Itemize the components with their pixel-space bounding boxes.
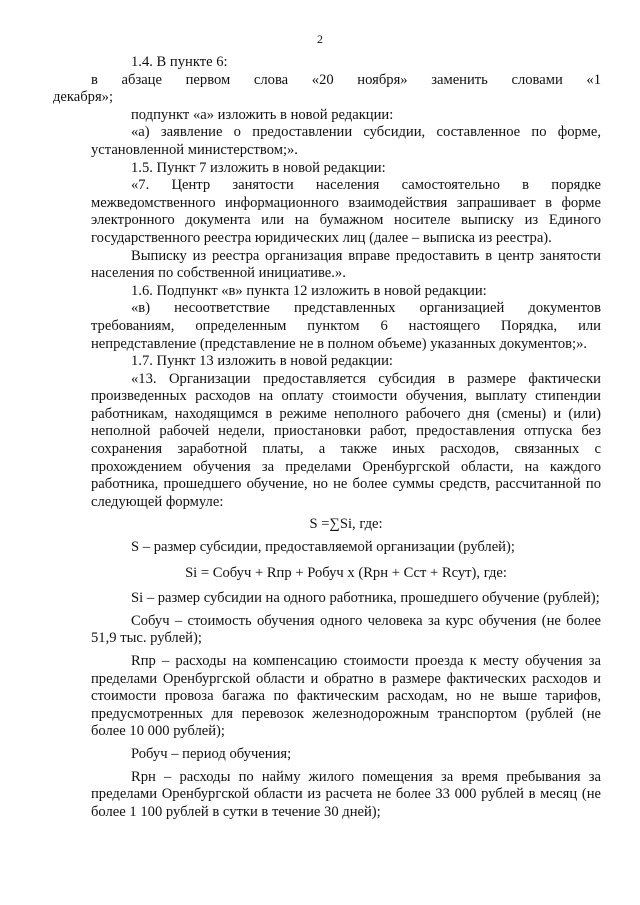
paragraph-application: «а) заявление о предоставлении субсидии, составленное по форме, установленной министерством;». [91,124,601,158]
paragraph-1-5: 1.5. Пункт 7 изложить в новой редакции: [131,159,386,176]
paragraph-sobuch-definition: Собуч – стоимость обучения одного человека за курс обучения (не более 51,9 тыс. рублей); [91,612,601,647]
formula-s: S =∑Si, где: [309,516,383,533]
paragraph-subpoint-v: «в) несоответствие представленных организацией документов требованиям, определенным пунктом 6 настоящего Порядка, или непредставление (представление не в полном объеме) указанных документов;». [91,300,601,352]
paragraph-1-4: 1.4. В пункте 6: [131,54,228,70]
paragraph-s-definition: S – размер субсидии, предоставляемой организации (рублей); [131,539,515,556]
paragraph-1-6: 1.6. Подпункт «в» пункта 12 изложить в новой редакции: [131,282,487,299]
paragraph-robuch-definition: Робуч – период обучения; [131,745,292,762]
paragraph-point-7: «7. Центр занятости населения самостоятельно в порядке межведомственного информационного взаимодействия запрашивает в форме электронного документа или на бумажном носителе выписку из Единого государственного реестра юридических лиц (далее – выписка из реестра). [91,177,601,246]
paragraph-subpoint-a: подпункт «а» изложить в новой редакции: [131,106,394,123]
paragraph-si-definition: Si – размер субсидии на одного работника, прошедшего обучение (рублей); [131,590,600,607]
formula-si: Si = Собуч + Rпр + Робуч х (Rрн + Сст + Rсут), где: [185,564,507,581]
paragraph-date-change: в абзаце первом слова «20 ноября» заменить словами «1 декабря»; [53,71,601,106]
document-body [53,54,601,821]
paragraph-rrn-definition: Rрн – расходы по найму жилого помещения за время пребывания за пределами Оренбургской области из расчета не более 33 000 рублей в месяц (не более 1 100 рублей в сутки в течение 30 дней); [91,768,601,820]
paragraph-rpr-definition: Rпр – расходы на компенсацию стоимости проезда к месту обучения за пределами Оренбургской области и обратно в размере фактических расходов и стоимости провоза багажа по фактическим расходам, но не выше тарифов, предусмотренных для перевозок железнодорожным транспортом (рублей (не более 10 000 рублей); [91,653,601,740]
paragraph-extract: Выписку из реестра организация вправе предоставить в центр занятости населения по собственной инициативе.». [91,247,601,282]
page-number: 2 [317,32,323,46]
paragraph-point-13: «13. Организации предоставляется субсидия в размере фактически произведенных расходов на оплату стоимости обучения, выплату стипендии работникам, находящимся в режиме неполного рабочего дня (смены) и (или) неполной рабочей недели, приостановки работ, предоставления отпуска без сохранения заработной платы, а также иных расходов, связанных с прохождением обучения за пределами Оренбургской области, на каждого работника, прошедшего обучение, но не более суммы средств, рассчитанной по следующей формуле: [91,370,601,510]
paragraph-1-7: 1.7. Пункт 13 изложить в новой редакции: [131,353,393,370]
